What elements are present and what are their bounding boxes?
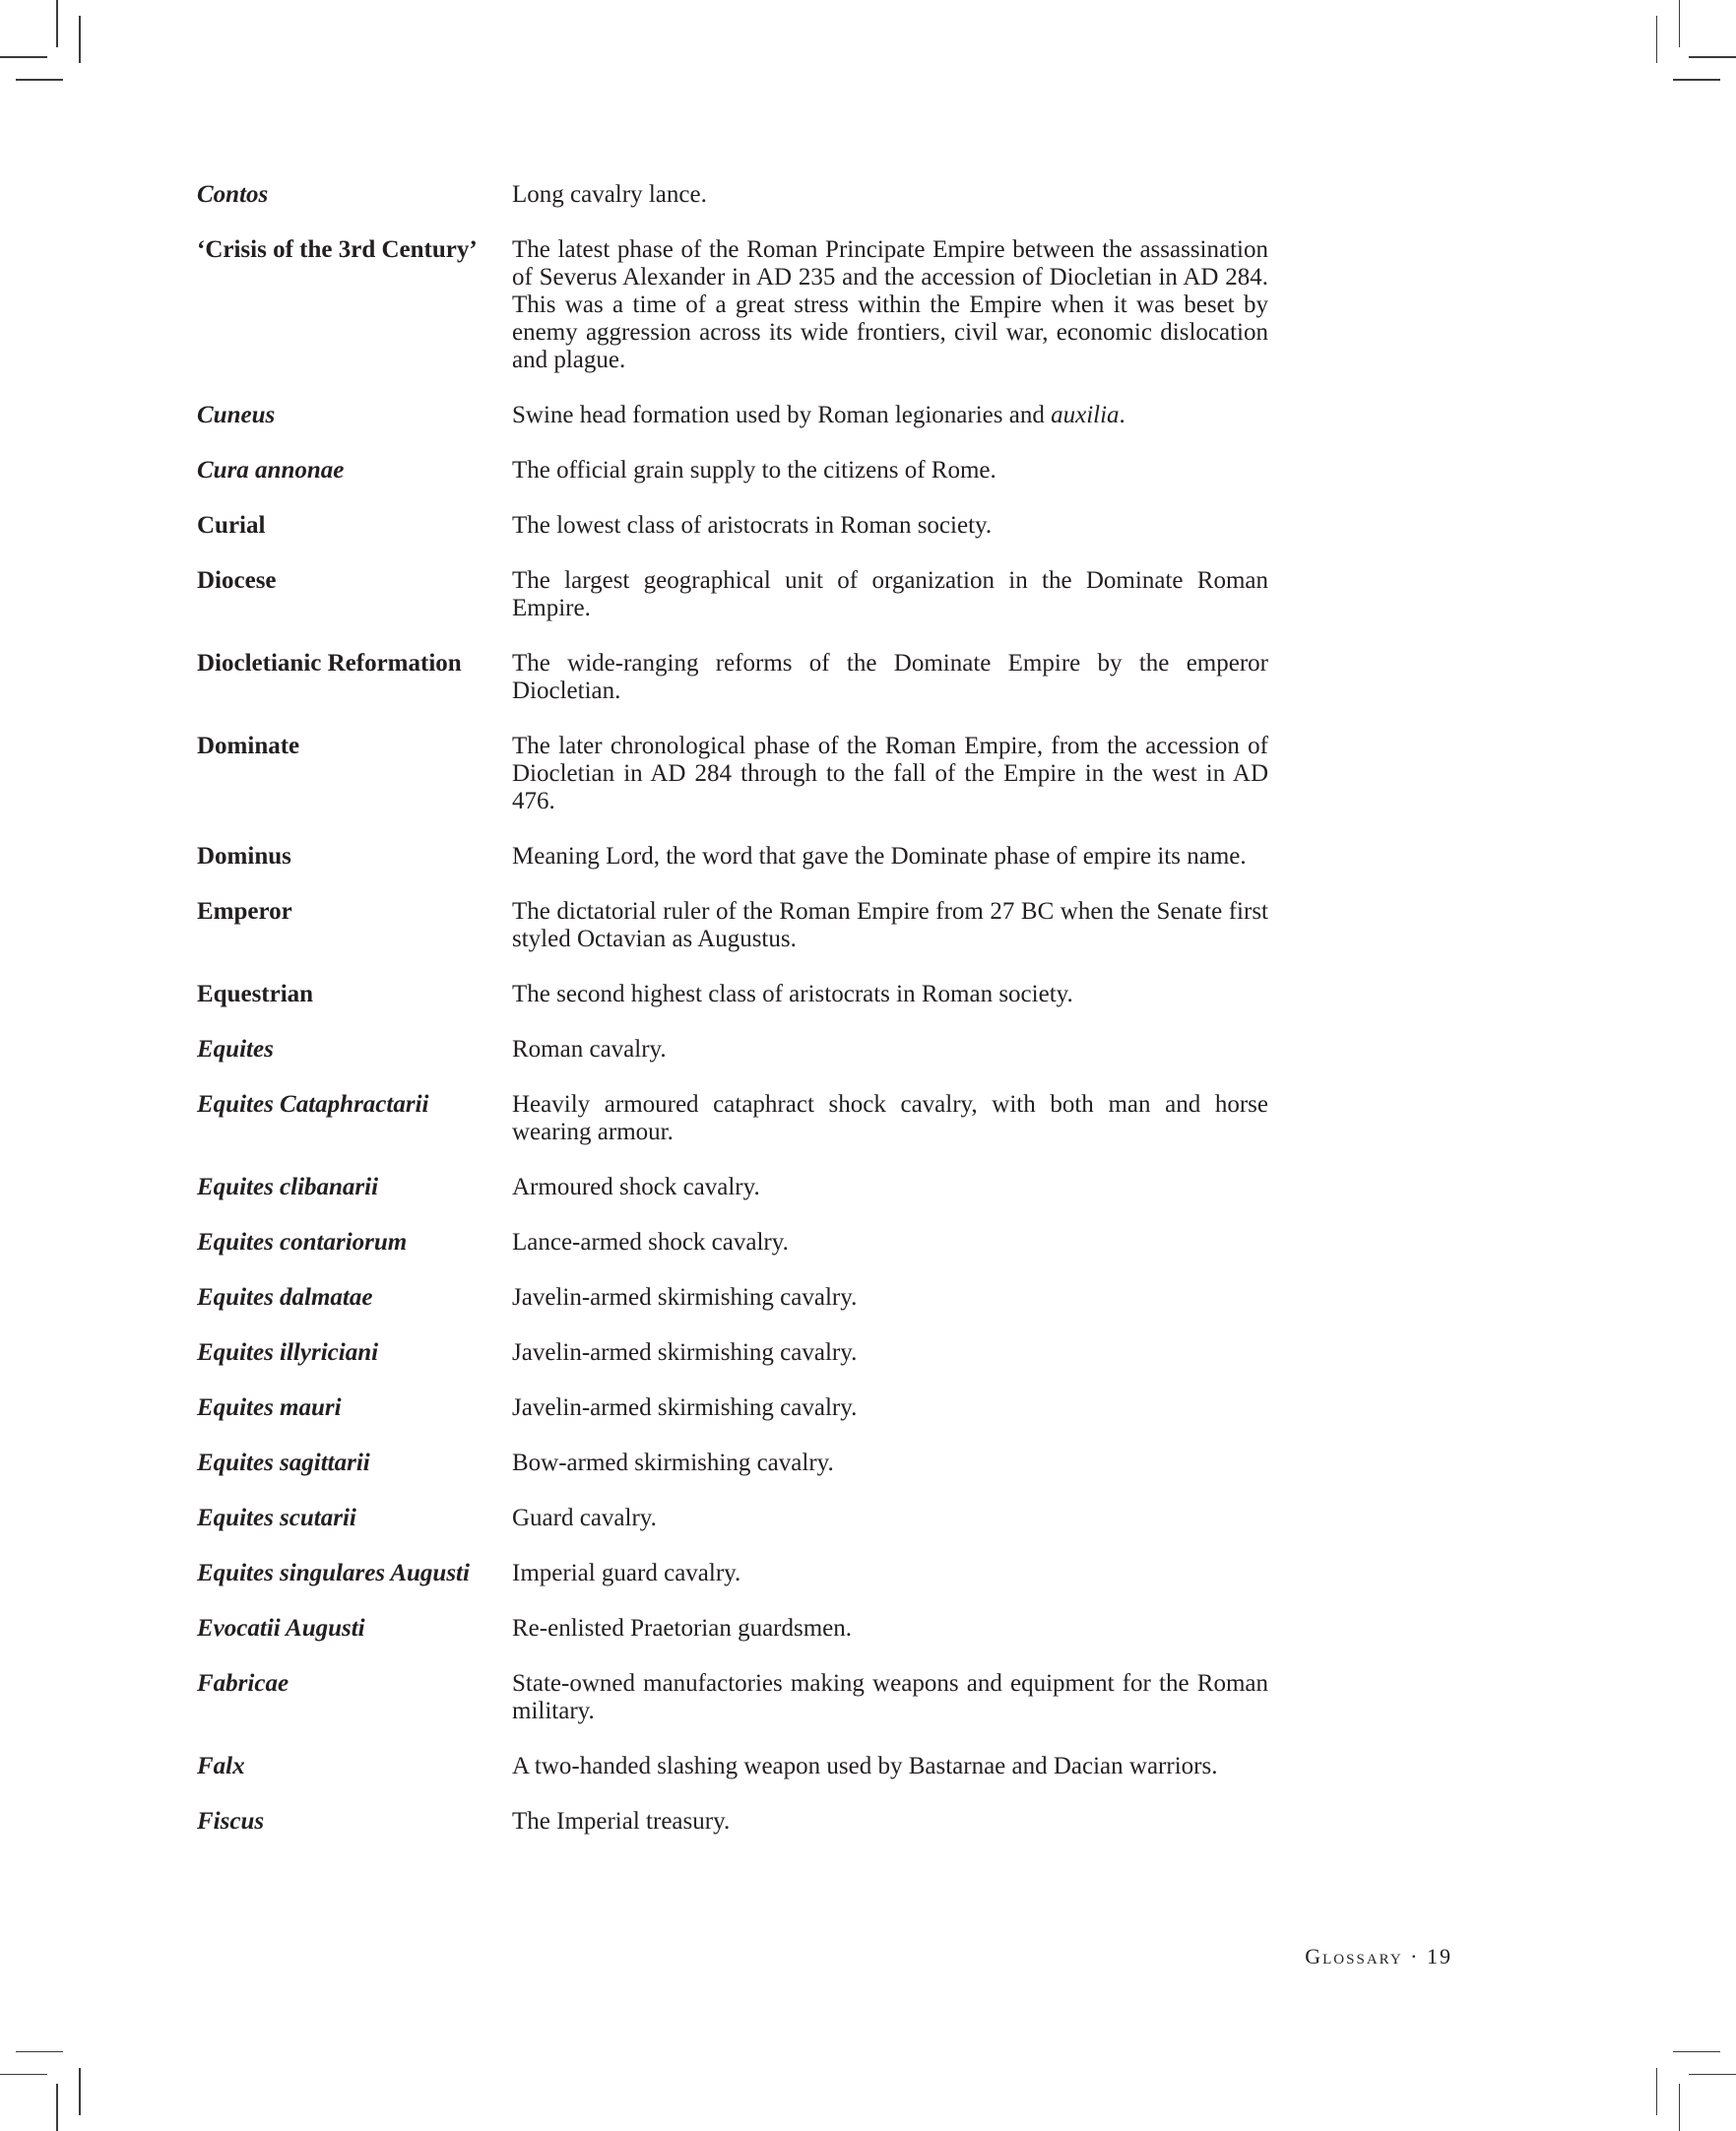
glossary-definition: The latest phase of the Roman Principate Empire between the assassination of Severus Alexander in AD 235 and the accession of Diocletian in AD 284. This was a time of a great stress within the Empire when it was beset by enemy aggression across its wide frontiers, civil war, economic dislocation and plague. xyxy=(512,236,1268,373)
glossary-entry xyxy=(197,650,1268,705)
glossary-entry xyxy=(197,981,1268,1008)
crop-mark xyxy=(1689,56,1736,58)
glossary-definition: Re-enlisted Praetorian guardsmen. xyxy=(512,1615,853,1642)
glossary-entry xyxy=(197,1174,1268,1201)
definition-text: Swine head formation used by Roman legionaries and xyxy=(512,402,1045,428)
glossary-definition: Javelin-armed skirmishing cavalry. xyxy=(512,1394,858,1421)
crop-mark xyxy=(1673,2051,1720,2053)
crop-mark xyxy=(0,2074,47,2076)
glossary-definition: The official grain supply to the citizens of Rome. xyxy=(512,457,997,484)
glossary-entry xyxy=(197,1670,1268,1725)
glossary-entry xyxy=(197,1615,1268,1643)
glossary-definition xyxy=(512,402,1268,429)
glossary-definition: State-owned manufactories making weapons and equipment for the Roman military. xyxy=(512,1670,1268,1724)
glossary-definition: The second highest class of aristocrats in Roman society. xyxy=(512,981,1073,1007)
glossary-term: Equites contariorum xyxy=(197,1229,408,1256)
glossary-definition: Meaning Lord, the word that gave the Dominate phase of empire its name. xyxy=(512,843,1247,870)
glossary-definition: Long cavalry lance. xyxy=(512,181,707,208)
glossary-definition: Imperial guard cavalry. xyxy=(512,1560,741,1586)
glossary-term: Fiscus xyxy=(197,1808,265,1835)
glossary-entry xyxy=(197,843,1268,871)
glossary-definition: A two-handed slashing weapon used by Bastarnae and Dacian warriors. xyxy=(512,1753,1218,1779)
glossary-term: Equites Cataphractarii xyxy=(197,1091,429,1118)
glossary-entry xyxy=(197,1560,1268,1587)
page-number: 19 xyxy=(1427,1944,1452,1969)
glossary-entry xyxy=(197,1753,1268,1780)
glossary-entry xyxy=(197,1808,1268,1836)
glossary-term: Equites dalmatae xyxy=(197,1284,373,1311)
glossary-term: Equites scutarii xyxy=(197,1505,356,1531)
glossary-term: Equites mauri xyxy=(197,1394,342,1421)
glossary-entry xyxy=(197,181,1268,209)
glossary-definition: The later chronological phase of the Roman Empire, from the accession of Diocletian in AD 284 through to the fall of the Empire in the west in AD 476. xyxy=(512,733,1268,814)
glossary-term: Emperor xyxy=(197,898,292,925)
glossary-term: Contos xyxy=(197,181,269,208)
glossary-definition: Armoured shock cavalry. xyxy=(512,1174,760,1200)
footer-section: Glossary xyxy=(1305,1944,1403,1969)
glossary-term: Dominus xyxy=(197,843,291,870)
glossary-entry xyxy=(197,1036,1268,1064)
glossary-entry xyxy=(197,1091,1268,1146)
glossary-term: Diocese xyxy=(197,567,277,594)
crop-mark xyxy=(79,2068,81,2115)
glossary-term: Equites illyriciani xyxy=(197,1339,379,1366)
glossary-term: Equites clibanarii xyxy=(197,1174,379,1200)
glossary-term: Diocletianic Reformation xyxy=(197,650,462,677)
glossary-term: Cuneus xyxy=(197,402,276,428)
glossary-entry xyxy=(197,567,1268,622)
crop-mark xyxy=(1679,0,1681,47)
glossary-entry xyxy=(197,1394,1268,1422)
definition-italic-term: auxilia xyxy=(1051,402,1120,428)
glossary-term: Equestrian xyxy=(197,981,314,1007)
glossary-definition: The Imperial treasury. xyxy=(512,1808,731,1835)
glossary-term: Equites sagittarii xyxy=(197,1450,370,1476)
glossary-entry xyxy=(197,733,1268,815)
glossary-entry xyxy=(197,1339,1268,1367)
crop-mark xyxy=(1679,2084,1681,2131)
glossary-definition: Guard cavalry. xyxy=(512,1505,657,1531)
glossary-definition: Roman cavalry. xyxy=(512,1036,667,1063)
crop-mark xyxy=(56,0,58,47)
glossary-definition: The dictatorial ruler of the Roman Empire from 27 BC when the Senate first styled Octavian as Augustus. xyxy=(512,898,1268,952)
glossary-term: Equites singulares Augusti xyxy=(197,1560,470,1586)
crop-mark xyxy=(79,16,81,63)
glossary-entry xyxy=(197,1505,1268,1532)
glossary-entry xyxy=(197,898,1268,953)
glossary-term: ‘Crisis of the 3rd Century’ xyxy=(197,236,478,263)
crop-mark xyxy=(1656,16,1658,63)
glossary-entry xyxy=(197,1450,1268,1477)
glossary-term: Curial xyxy=(197,512,266,539)
definition-text-end: . xyxy=(1119,402,1125,428)
glossary-list xyxy=(197,181,1268,1863)
glossary-term: Equites xyxy=(197,1036,274,1063)
glossary-entry xyxy=(197,512,1268,540)
crop-mark xyxy=(0,56,47,58)
crop-mark xyxy=(1673,79,1720,81)
crop-mark xyxy=(1656,2068,1658,2115)
glossary-entry xyxy=(197,236,1268,374)
glossary-entry xyxy=(197,1229,1268,1257)
glossary-definition: Javelin-armed skirmishing cavalry. xyxy=(512,1284,858,1311)
glossary-definition: Lance-armed shock cavalry. xyxy=(512,1229,789,1256)
glossary-definition: Heavily armoured cataphract shock cavalry, with both man and horse wearing armour. xyxy=(512,1091,1268,1145)
glossary-entry xyxy=(197,1284,1268,1312)
glossary-definition: The wide-ranging reforms of the Dominate Empire by the emperor Diocletian. xyxy=(512,650,1268,704)
glossary-definition: The largest geographical unit of organization in the Dominate Roman Empire. xyxy=(512,567,1268,621)
crop-mark xyxy=(56,2084,58,2131)
crop-mark xyxy=(16,2051,63,2053)
glossary-definition: The lowest class of aristocrats in Roman society. xyxy=(512,512,993,539)
footer-separator: · xyxy=(1410,1944,1420,1969)
glossary-term: Fabricae xyxy=(197,1670,289,1697)
glossary-term: Falx xyxy=(197,1753,245,1779)
glossary-definition: Javelin-armed skirmishing cavalry. xyxy=(512,1339,858,1366)
crop-mark xyxy=(16,79,63,81)
glossary-definition: Bow-armed skirmishing cavalry. xyxy=(512,1450,834,1476)
glossary-term: Dominate xyxy=(197,733,300,759)
glossary-term: Cura annonae xyxy=(197,457,345,484)
glossary-entry xyxy=(197,402,1268,429)
glossary-term: Evocatii Augusti xyxy=(197,1615,365,1642)
running-footer xyxy=(1305,1944,1452,1970)
crop-mark xyxy=(1689,2074,1736,2076)
glossary-entry xyxy=(197,457,1268,484)
